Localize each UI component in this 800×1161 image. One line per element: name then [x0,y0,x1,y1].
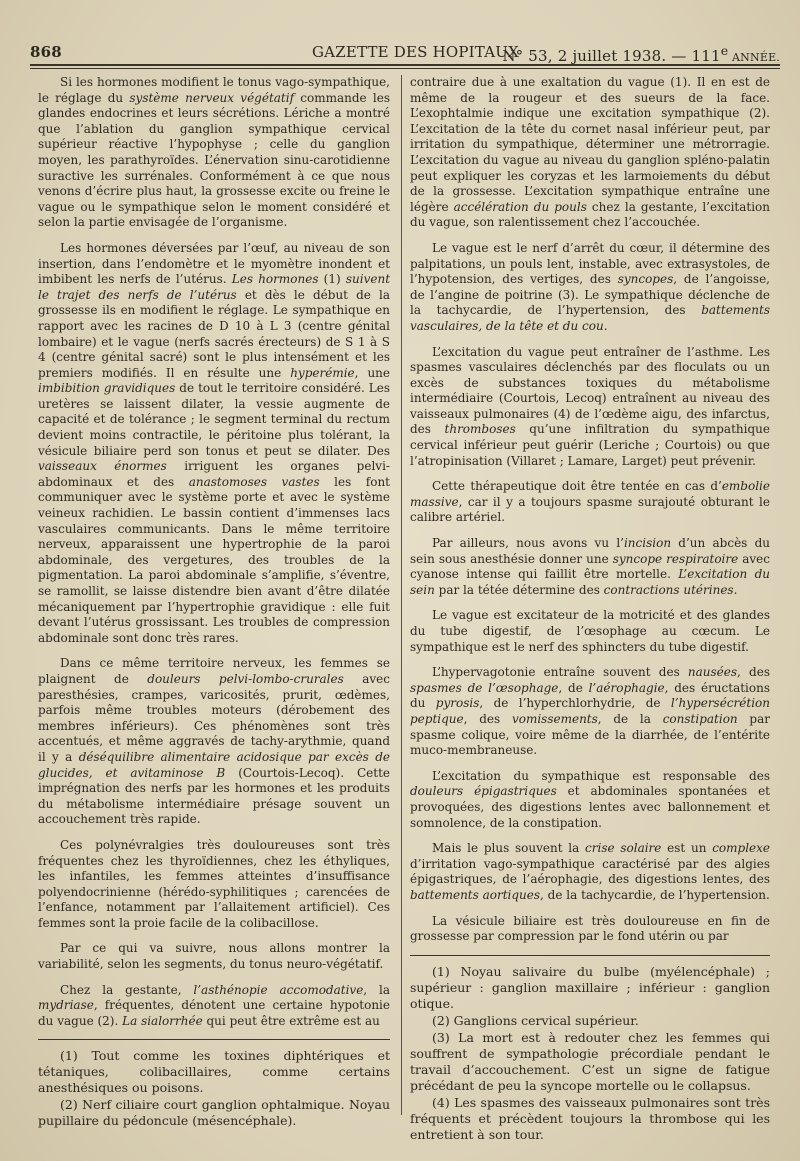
paragraph: Si les hormones modifient le tonus vago-sympathique, le réglage du système nerveux végétatif commande les glandes endocrines et leurs sécrétions. Lériche a montré que l’ablation du ganglion sympathique cervical supérieur réactive l’hypophyse ; celle du ganglion moyen, les parathyroïdes. L’énervation sinu-carotidienne suractive les surrénales. Conformément à ce que nous venons d’écrire plus haut, la grossesse excite ou freine le vague ou le sympathique selon le moment considéré et selon la partie envisagée de l’organisme. [38,75,390,230]
issue-superscript: e [720,43,729,58]
footnote: (2) Ganglions cervical supérieur. [432,1012,639,1028]
paragraph: Le vague est excitateur de la motricité et des glandes du tube digestif, de l’œsophage au cœcum. Le sympathique est le nerf des sphincters du tube digestif. [410,608,770,654]
header-rule-thin [30,68,780,69]
paragraph: Ces polynévralgies très douloureuses sont très fréquentes chez les thyroïdiennes, chez les éthyliques, les infantiles, les femmes atteintes d’insuffisance polyendocrinienne (hérédo-syphilitiques ; carencées de l’enfance, notamment par l’allaitement artificiel). Ces femmes sont la proie facile de la colibacillose. [38,837,390,930]
paragraph: Les hormones déversées par l’œuf, au niveau de son insertion, dans l’endomètre et le myomètre inondent et imbibent les nerfs de l’utérus. Les hormones (1) suivent le trajet des nerfs de l’utérus et dès le début de la grossesse ils en modifient le réglage. Le sympathique en rapport avec les racines de D 10 à L 3 (centre génital lombaire) et le vague (nerfs sacrés érecteurs) de S 1 à S 4 (centre génital sacré) sont le plus intensément et les premiers modifiés. Il en résulte une hyperémie, une imbibition gravidiques de tout le territoire considéré. Les uretères se laissent dilater, la vessie augmente de capacité et de tolérance ; le segment terminal du rectum devient moins contractile, le péritoine plus tolérant, la vésicule biliaire perd son tonus et peut se dilater. Des vaisseaux énormes irriguent les organes pelvi-abdominaux et des anastomoses vastes les font communiquer avec le système porte et avec le système veineux rachidien. Le bassin contient d’immenses lacs vasculaires communicants. Dans le même territoire nerveux, apparaissent une hypertrophie de la paroi abdominale, des vergetures, des troubles de la pigmentation. La paroi abdominale s’amplifie, s’éventre, se ramollit, se laisse distendre bien avant d’être dilatée mécaniquement par l’hypertrophie gravidique : elle fuit devant l’utérus grossissant. Les troubles de compression abdominale sont donc très rares. [38,240,391,645]
right-column [410,75,770,1143]
paragraph: Par ailleurs, nous avons vu l’incision d’un abcès du sein sous anesthésie donner une syncope respiratoire avec cyanose intense qui faillit être mortelle. L’excitation du sein par la tétée détermine des contractions utérines. [410,536,770,597]
footnote: (1) Noyau salivaire du bulbe (myélencéphale) ; supérieur : ganglion maxillaire ; inférieur : ganglion otique. [410,963,770,1011]
journal-title: GAZETTE DES HOPITAUX [312,43,519,61]
header-rule-thick [30,64,780,66]
paragraph: L’hypervagotonie entraîne souvent des nausées, des spasmes de l’œsophage, de l’aérophagie, des éructations du pyrosis, de l’hyperchlorhydrie, de l’hypersécrétion peptique, des vomissements, de la constipation par spasme colique, voire même de la diarrhée, de l’entérite muco-membraneuse. [410,665,771,758]
paragraph: Cette thérapeutique doit être tentée en cas d’embolie massive, car il y a toujours spasme surajouté obturant le calibre artériel. [410,479,770,525]
issue-date: N° 53, 2 juillet 1938. — 111 [502,47,721,65]
left-column [38,75,390,1129]
footnote-separator [410,955,770,956]
page-number: 868 [30,43,62,61]
footnote: (1) Tout comme les toxines diphtériques et tétaniques, colibacillaires, comme certains anesthésiques ou poisons. [38,1048,390,1096]
paragraph: contraire due à une exaltation du vague (1). Il en est de même de la rougeur et des sueurs de la face. L’exophtalmie indique une excitation sympathique (2). L’excitation de la tête du cornet nasal inférieur peut, par irritation du sympathique, déterminer une métrorragie. L’excitation du vague au niveau du ganglion spléno-palatin peut expliquer les coryzas et les larmoiements du début de la grossesse. L’excitation sympathique entraîne une légère accélération du pouls chez la gestante, l’excitation du vague, son ralentissement chez l’accouchée. [410,75,770,230]
paragraph: L’excitation du vague peut entraîner de l’asthme. Les spasmes vasculaires déclenchés par des floculats ou un excès de substances toxiques du métabolisme intermédiaire (Courtois, Lecoq) entraînent au niveau des vaisseaux pulmonaires (4) de l’œdème aigu, des infarctus, des thromboses qu’une infiltration du sympathique cervical inférieur peut guérir (Leriche ; Courtois) ou que l’atropinisation (Villaret ; Lamare, Larget) peut prévenir. [410,344,770,468]
column-divider [401,75,402,1115]
footnote-separator [38,1039,390,1040]
paragraph: L’excitation du sympathique est responsable des douleurs épigastriques et abdominales spontanées et provoquées, des digestions lentes avec ballonnement et somnolence, de la constipation. [410,768,770,830]
paragraph: Le vague est le nerf d’arrêt du cœur, il détermine des palpitations, un pouls lent, instable, avec extrasystoles, de l’hypotension, des vertiges, des syncopes, de l’angoisse, de l’angine de poitrine (3). Le sympathique déclenche de la tachycardie, de l’hypertension, des battements vasculaires, de la tête et du cou. [410,240,770,333]
paragraph: La vésicule biliaire est très douloureuse en fin de grossesse par compression par le fond utérin ou par [410,913,770,944]
issue-info [502,43,780,65]
paragraph: Chez la gestante, l’asthénopie accomodative, la mydriase, fréquentes, dénotent une certaine hypotonie du vague (2). La sialorrhée qui peut être extrême est au [38,982,390,1028]
paragraph: Dans ce même territoire nerveux, les femmes se plaignent de douleurs pelvi-lombo-crurales avec paresthésies, crampes, varicosités, prurit, œdèmes, parfois même troubles moteurs (dérobement des membres inférieurs). Ces phénomènes sont très accentués, et même aggravés de tachy-arythmie, quand il y a déséquilibre alimentaire acidosique par excès de glucides, et avitaminose B (Courtois-Lecoq). Cette imprégnation des nerfs par les hormones et les produits du métabolisme intermédiaire présage souvent un accouchement très rapide. [38,656,390,827]
paragraph: Mais le plus souvent la crise solaire est un complexe d’irritation vago-sympathique caractérisé par des algies épigastriques, de l’aérophagie, des digestions lentes, des battements aortiques, de la tachycardie, de l’hypertension. [410,841,771,902]
issue-year-label: ANNÉE. [728,51,780,64]
footnote: (3) La mort est à redouter chez les femmes qui souffrent de sympathologie précordiale pendant le travail d’accouchement. C’est un signe de fatigue précédant de peu la syncope mortelle ou le collapsus. [410,1029,770,1093]
footnote: (4) Les spasmes des vaisseaux pulmonaires sont très fréquents et précèdent toujours la thrombose qui les entretient à son tour. [410,1094,770,1142]
paragraph: Par ce qui va suivre, nous allons montrer la variabilité, selon les segments, du tonus neuro-végétatif. [38,941,390,972]
footnote: (2) Nerf ciliaire court ganglion ophtalmique. Noyau pupillaire du pédoncule (mésencéphale). [38,1097,390,1129]
